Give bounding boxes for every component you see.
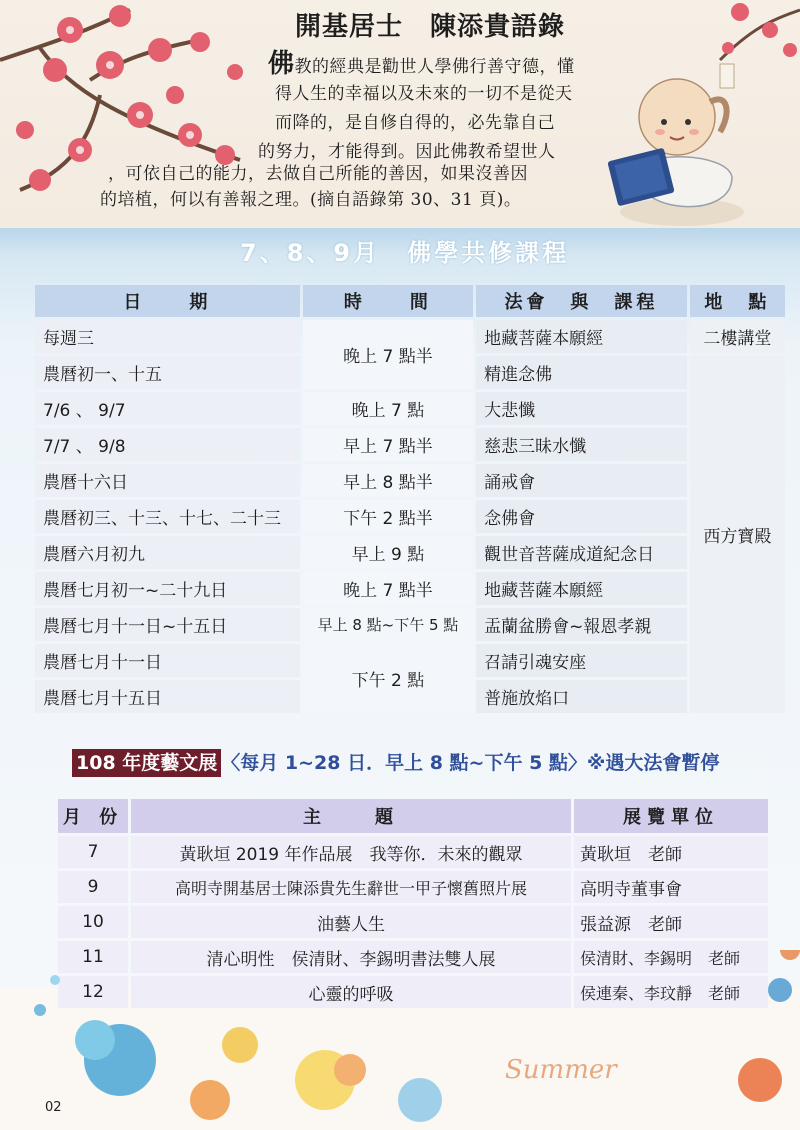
summer-script-text: Summer — [505, 1055, 617, 1085]
course-cell: 地藏菩薩本願經 — [476, 572, 687, 605]
schedule-table — [32, 282, 788, 716]
month-cell: 7 — [58, 836, 128, 868]
date-cell: 農曆七月十五日 — [35, 680, 300, 713]
table-row — [35, 500, 785, 533]
date-cell: 7/6 、 9/7 — [35, 392, 300, 425]
quote-line-2: 得人生的幸福以及未來的一切不是從天 — [275, 84, 573, 104]
theme-cell: 油藝人生 — [131, 906, 571, 938]
theme-cell: 清心明性 侯清財、李錫明書法雙人展 — [131, 941, 571, 973]
theme-cell: 高明寺開基居士陳添貴先生辭世一甲子懷舊照片展 — [131, 871, 571, 903]
date-cell: 農曆七月初一~二十九日 — [35, 572, 300, 605]
course-cell: 誦戒會 — [476, 464, 687, 497]
quote-line-3: 而降的，是自修自得的，必先靠自己 — [275, 113, 555, 133]
unit-cell: 黃耿垣 老師 — [574, 836, 768, 868]
date-cell: 農曆六月初九 — [35, 536, 300, 569]
watercolor-flowers-illustration-icon — [0, 950, 800, 1130]
table-row — [35, 608, 785, 641]
month-cell: 11 — [58, 941, 128, 973]
month-cell: 10 — [58, 906, 128, 938]
course-cell: 召請引魂安座 — [476, 644, 687, 677]
col-month: 月 份 — [58, 799, 128, 833]
col-place: 地 點 — [690, 285, 785, 317]
time-cell: 早上 8 點半 — [303, 464, 473, 497]
col-time: 時 間 — [303, 285, 473, 317]
table-row — [58, 906, 768, 938]
course-cell: 念佛會 — [476, 500, 687, 533]
time-cell: 晚上 7 點半 — [303, 320, 473, 389]
unit-cell: 高明寺董事會 — [574, 871, 768, 903]
course-cell: 普施放焰口 — [476, 680, 687, 713]
table-row — [35, 464, 785, 497]
quote-line-5: ，可依自己的能力，去做自己所能的善因，如果沒善因 — [108, 164, 528, 184]
table-row — [35, 536, 785, 569]
table-row — [35, 572, 785, 605]
reading-monk-illustration-icon — [602, 62, 752, 228]
theme-cell: 心靈的呼吸 — [131, 976, 571, 1008]
date-cell: 農曆七月十一日 — [35, 644, 300, 677]
unit-cell: 侯連秦、李玟靜 老師 — [574, 976, 768, 1008]
table-row — [35, 320, 785, 353]
date-cell: 7/7 、 9/8 — [35, 428, 300, 461]
month-cell: 9 — [58, 871, 128, 903]
col-course: 法會 與 課程 — [476, 285, 687, 317]
col-unit: 展覽單位 — [574, 799, 768, 833]
table-row — [35, 392, 785, 425]
schedule-title: 7、8、9月 佛學共修課程 — [240, 239, 570, 267]
time-cell: 下午 2 點半 — [303, 500, 473, 533]
quote-line-6: 的培植，何以有善報之理。(摘自語錄第 30、31 頁)。 — [100, 190, 522, 210]
time-cell: 晚上 7 點 — [303, 392, 473, 425]
plum-blossom-corner-icon — [700, 0, 800, 70]
course-cell: 慈悲三昧水懺 — [476, 428, 687, 461]
date-cell: 農曆十六日 — [35, 464, 300, 497]
place-cell: 西方寶殿 — [690, 356, 785, 713]
page-number: 02 — [45, 1100, 62, 1115]
date-cell: 每週三 — [35, 320, 300, 353]
exhibition-subtitle: 〈每月 1~28 日．早上 8 點~下午 5 點〉※遇大法會暫停 — [221, 752, 720, 774]
date-cell: 農曆初一、十五 — [35, 356, 300, 389]
date-cell: 農曆七月十一日~十五日 — [35, 608, 300, 641]
place-cell: 二樓講堂 — [690, 320, 785, 353]
table-row — [58, 836, 768, 868]
page-title: 開基居士 陳添貴語錄 — [295, 12, 566, 42]
quote-line-1: 佛教的經典是勸世人學佛行善守德，懂 — [268, 49, 575, 79]
exhibition-header-row — [58, 799, 768, 833]
quote-line-4: 的努力，才能得到。因此佛教希望世人 — [258, 142, 556, 162]
course-cell: 大悲懺 — [476, 392, 687, 425]
schedule-header-row — [35, 285, 785, 317]
course-cell: 觀世音菩薩成道紀念日 — [476, 536, 687, 569]
course-cell: 地藏菩薩本願經 — [476, 320, 687, 353]
date-cell: 農曆初三、十三、十七、二十三 — [35, 500, 300, 533]
table-row — [58, 871, 768, 903]
time-cell: 早上 7 點半 — [303, 428, 473, 461]
time-cell: 下午 2 點 — [303, 644, 473, 713]
time-cell: 早上 8 點~下午 5 點 — [303, 608, 473, 641]
time-cell: 晚上 7 點半 — [303, 572, 473, 605]
theme-cell: 黃耿垣 2019 年作品展 我等你．未來的觀眾 — [131, 836, 571, 868]
table-row — [35, 428, 785, 461]
unit-cell: 侯清財、李錫明 老師 — [574, 941, 768, 973]
time-cell: 早上 9 點 — [303, 536, 473, 569]
unit-cell: 張益源 老師 — [574, 906, 768, 938]
month-cell: 12 — [58, 976, 128, 1008]
col-date: 日 期 — [35, 285, 300, 317]
course-cell: 精進念佛 — [476, 356, 687, 389]
col-theme: 主 題 — [131, 799, 571, 833]
table-row — [35, 644, 785, 677]
course-cell: 盂蘭盆勝會~報恩孝親 — [476, 608, 687, 641]
exhibition-heading — [72, 748, 719, 775]
exhibition-year-tag: 108 年度藝文展 — [72, 749, 221, 777]
quote-initial: 佛 — [268, 49, 295, 79]
